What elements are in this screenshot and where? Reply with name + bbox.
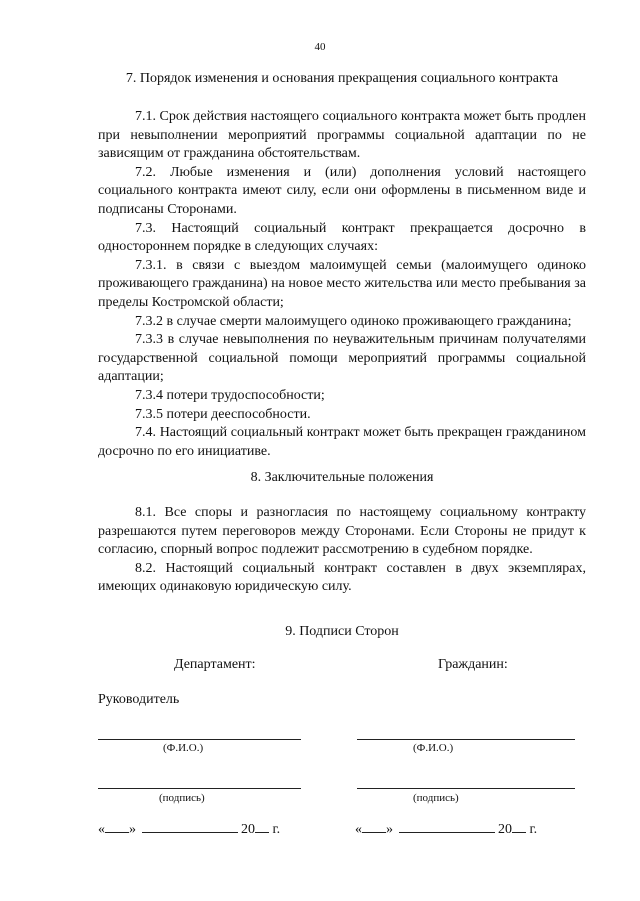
department-date [98,820,280,839]
date-open-quote: « [355,822,362,837]
page-number: 40 [314,41,326,53]
date-month-blank [399,820,495,833]
paragraph-7-3-5: 7.3.5 потери дееспособности. [135,406,311,422]
date-close-quote: » [386,822,393,837]
section-8-body [98,504,586,597]
date-year-blank [512,820,526,833]
date-year-prefix: 20 [241,822,255,837]
date-year-prefix: 20 [498,822,512,837]
paragraph-8-2: 8.2. Настоящий социальный контракт составлен в двух экземплярах, имеющих одинаковую юридическую силу. [98,560,586,595]
paragraph-8-1: 8.1. Все споры и разногласия по настоящему социальному контракту разрешаются путем переговоров между Сторонами. Если Стороны не придут к согласию, спорный вопрос подлежит рассмотрению в судебном порядке. [98,505,586,558]
paragraph-7-4: 7.4. Настоящий социальный контракт может быть прекращен гражданином досрочно по его инициативе. [98,425,586,459]
paragraph-7-3-3: 7.3.3 в случае невыполнения по неуважительным причинам получателями государственной социальной помощи мероприятий программы социальной адаптации; [98,332,586,385]
date-year-blank [255,820,269,833]
paragraph-7-1: 7.1. Срок действия настоящего социального контракта может быть продлен при невыполнении мероприятий программы социальной адаптации по не зависящим от гражданина обстоятельствам. [98,109,586,162]
department-label: Департамент: [174,657,256,672]
date-close-quote: » [129,822,136,837]
citizen-date [355,820,537,839]
date-day-blank [362,820,386,833]
paragraph-7-3-4: 7.3.4 потери трудоспособности; [135,387,325,403]
department-fio-line [98,739,301,740]
date-year-suffix: г. [526,822,538,837]
paragraph-7-3-2: 7.3.2 в случае смерти малоимущего одиноко проживающего гражданина; [135,313,572,329]
citizen-signature-caption: (подпись) [413,792,459,804]
citizen-fio-line [357,739,575,740]
section-8-title: 8. Заключительные положения [250,470,434,485]
date-open-quote: « [98,822,105,837]
citizen-fio-caption: (Ф.И.О.) [413,742,454,754]
citizen-label: Гражданин: [438,657,508,672]
department-fio-caption: (Ф.И.О.) [163,742,204,754]
paragraph-7-3-1: 7.3.1. в связи с выездом малоимущей семьи (малоимущего одиноко проживающего гражданина) на новое место жительства или место пребывания за пределы Костромской области; [98,257,586,310]
date-month-blank [142,820,238,833]
section-7-title: 7. Порядок изменения и основания прекращения социального контракта [125,71,559,86]
department-signature-line [98,788,301,789]
section-9-title: 9. Подписи Сторон [285,624,399,639]
department-signature-caption: (подпись) [159,792,205,804]
date-year-suffix: г. [269,822,281,837]
paragraph-7-3: 7.3. Настоящий социальный контракт прекращается досрочно в одностороннем порядке в следующих случаях: [98,220,586,255]
paragraph-7-2: 7.2. Любые изменения и (или) дополнения условий настоящего социального контракта имеют силу, если они оформлены в письменном виде и подписаны Сторонами. [98,164,586,217]
head-label: Руководитель [98,692,180,707]
section-7-body [98,108,586,461]
date-day-blank [105,820,129,833]
citizen-signature-line [357,788,575,789]
